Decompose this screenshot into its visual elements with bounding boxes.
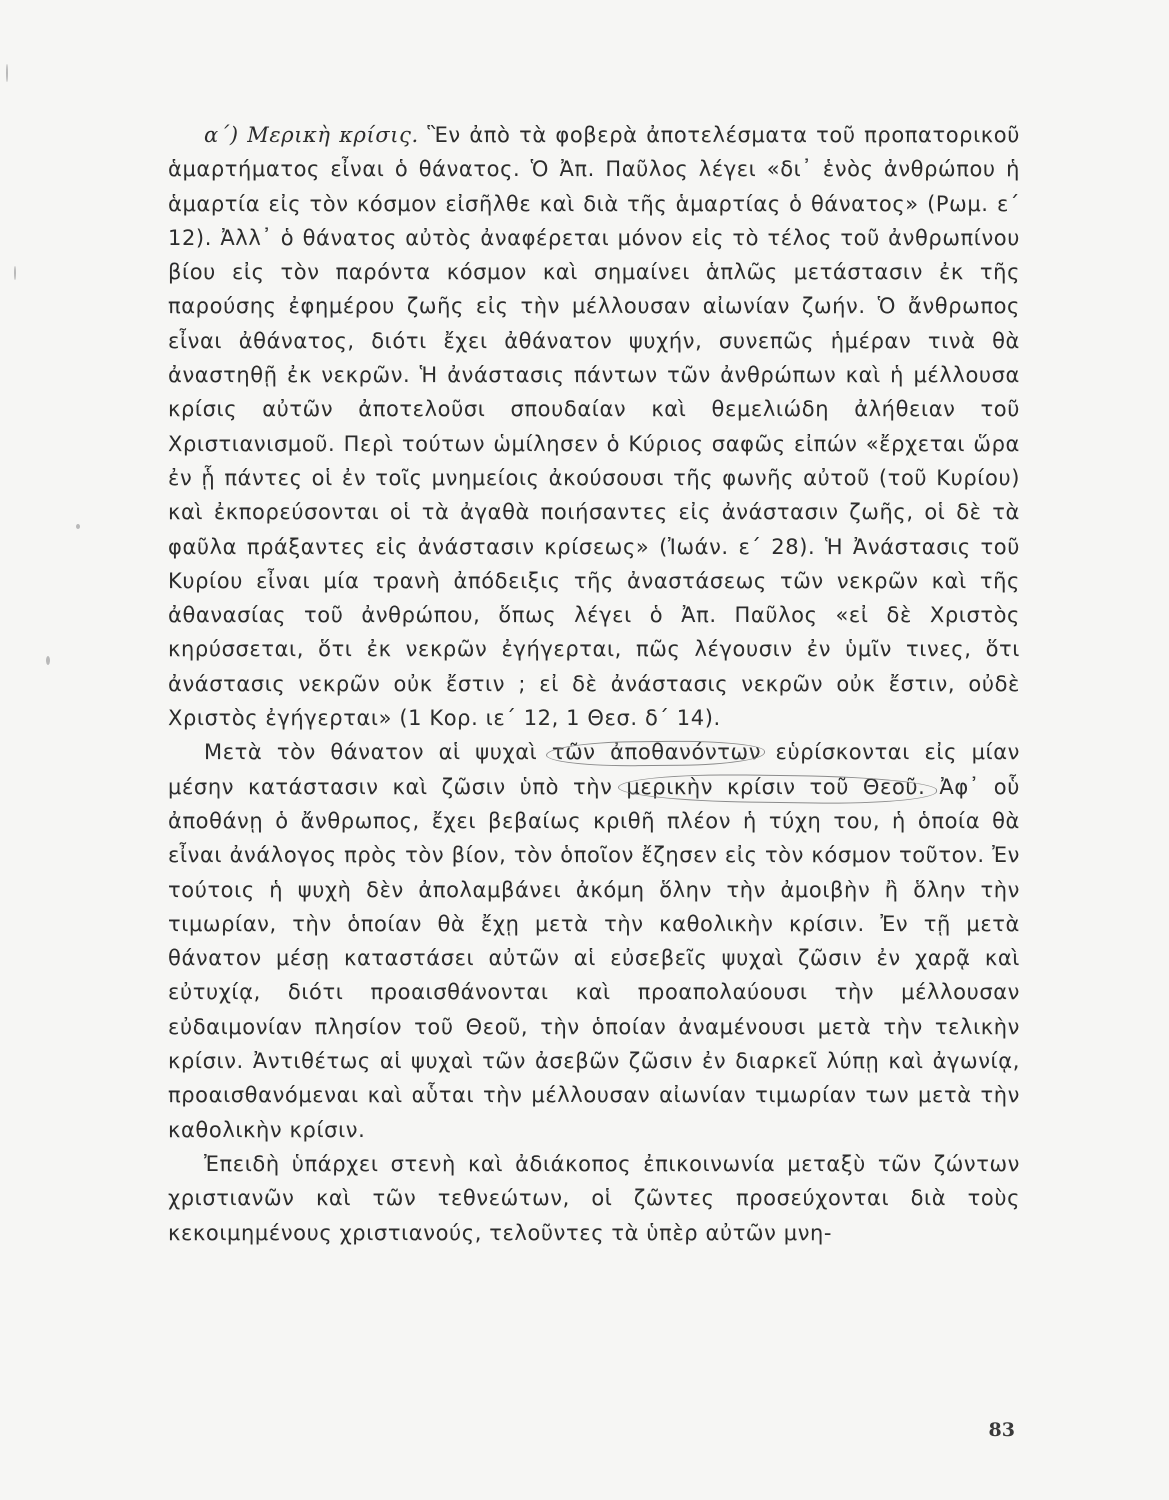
circled-phrase: [626, 775, 925, 799]
paragraph-communion: [168, 1147, 1020, 1250]
circled-text: τῶν ἀποθανόντων: [551, 740, 762, 765]
paragraph-text: Ἓν ἀπὸ τὰ φοβερὰ ἀποτελέσματα τοῦ προπατορικοῦ ἁμαρτήματος εἶναι ὁ θάνατος. Ὁ Ἀπ. Παῦλος λέγει «δι᾿ ἑνὸς ἀνθρώπου ἡ ἁμαρτία εἰς τὸν κόσμον εἰσῆλθε καὶ διὰ τῆς ἁμαρτίας ὁ θάνατος» (Ρωμ. ε΄ 12). Ἀλλ᾿ ὁ θάνατος αὐτὸς ἀναφέρεται μόνον εἰς τὸ τέλος τοῦ ἀνθρωπίνου βίου εἰς τὸν παρόντα κόσμον καὶ σημαίνει ἁπλῶς μετάστασιν ἐκ τῆς παρούσης ἐφημέρου ζωῆς εἰς τὴν μέλλουσαν αἰωνίαν ζωήν. Ὁ ἄνθρωπος εἶναι ἀθάνατος, διότι ἔχει ἀθάνατον ψυχήν, συνεπῶς ἡμέραν τινὰ θὰ ἀναστηθῇ ἐκ νεκρῶν. Ἡ ἀνάστασις πάντων τῶν ἀνθρώπων καὶ ἡ μέλλουσα κρίσις αὐτῶν ἀποτελοῦσι σπουδαίαν καὶ θεμελιώδη ἀλήθειαν τοῦ Χριστιανισμοῦ. Περὶ τούτων ὡμίλησεν ὁ Κύριος σαφῶς εἰπών «ἔρχεται ὥρα ἐν ᾗ πάντες οἱ ἐν τοῖς μνημείοις ἀκούσουσι τῆς φωνῆς αὐτοῦ (τοῦ Κυρίου) καὶ ἐκπορεύσονται οἱ τὰ ἀγαθὰ ποιήσαντες εἰς ἀνάστασιν ζωῆς, οἱ δὲ τὰ φαῦλα πράξαντες εἰς ἀνάστασιν κρίσεως» (Ἰωάν. ε΄ 28). Ἡ Ἀνάστασις τοῦ Κυρίου εἶναι μία τρανὴ ἀπόδειξις τῆς ἀναστάσεως τῶν νεκρῶν καὶ τῆς ἀθανασίας τοῦ ἀνθρώπου, ὅπως λέγει ὁ Ἀπ. Παῦλος «εἰ δὲ Χριστὸς κηρύσσεται, ὅτι ἐκ νεκρῶν ἐγήγερται, πῶς λέγουσιν ἐν ὑμῖν τινες, ὅτι ἀνάστασις νεκρῶν οὐκ ἔστιν ; εἰ δὲ ἀνάστασις νεκρῶν οὐκ ἔστιν, οὐδὲ Χριστὸς ἐγήγερται» (1 Κορ. ιε΄ 12, 1 Θεσ. δ΄ 14).: [168, 123, 1020, 731]
scan-speck: [76, 524, 80, 529]
paragraph-intermediate-state: [168, 735, 1020, 1147]
scan-speck: [6, 64, 8, 82]
paragraph-partial-judgment: [168, 118, 1020, 735]
paragraph-text: Μετὰ τὸν θάνατον αἱ ψυχαὶ: [204, 740, 552, 765]
scan-speck: [14, 266, 16, 280]
circled-text: μερικὴν κρίσιν τοῦ Θεοῦ.: [626, 774, 926, 799]
paragraph-text: Ἐπειδὴ ὑπάρχει στενὴ καὶ ἀδιάκοπος ἐπικοινωνία μεταξὺ τῶν ζώντων χριστιανῶν καὶ τῶν τεθνεώτων, οἱ ζῶντες προσεύχονται διὰ τοὺς κεκοιμημένους χριστιανούς, τελοῦντες τὰ ὑπὲρ αὐτῶν μνη-: [168, 1151, 1020, 1245]
paragraph-text: εὑρίσκονται εἰς μίαν μέσην κατάστασιν καὶ ζῶσιν ὑπὸ τὴν: [168, 740, 1021, 799]
body-text: [168, 118, 1020, 1250]
scan-speck: [46, 656, 50, 665]
page-number: 83: [988, 1419, 1015, 1441]
circled-phrase: [552, 740, 761, 764]
section-heading: α΄) Μερικὴ κρίσις.: [204, 123, 419, 147]
paragraph-text: Ἀφ᾿ οὗ ἀποθάνῃ ὁ ἄνθρωπος, ἔχει βεβαίως κριθῆ πλέον ἡ τύχη του, ἡ ὁποία θὰ εἶναι ἀνάλογος πρὸς τὸν βίον, τὸν ὁποῖον ἔζησεν εἰς τὸν κόσμον τοῦτον. Ἐν τούτοις ἡ ψυχὴ δὲν ἀπολαμβάνει ἀκόμη ὅλην τὴν ἀμοιβὴν ἢ ὅλην τὴν τιμωρίαν, τὴν ὁποίαν θὰ ἔχῃ μετὰ τὴν καθολικὴν κρίσιν. Ἐν τῇ μετὰ θάνατον μέσῃ καταστάσει αὐτῶν αἱ εὐσεβεῖς ψυχαὶ ζῶσιν ἐν χαρᾷ καὶ εὐτυχίᾳ, διότι προαισθάνονται καὶ προαπολαύουσι τὴν μέλλουσαν εὐδαιμονίαν πλησίον τοῦ Θεοῦ, τὴν ὁποίαν ἀναμένουσι μετὰ τὴν τελικὴν κρίσιν. Ἀντιθέτως αἱ ψυχαὶ τῶν ἀσεβῶν ζῶσιν ἐν διαρκεῖ λύπῃ καὶ ἀγωνίᾳ, προαισθανόμεναι καὶ αὗται τὴν μέλλουσαν αἰωνίαν τιμωρίαν των μετὰ τὴν καθολικὴν κρίσιν.: [168, 774, 1020, 1142]
